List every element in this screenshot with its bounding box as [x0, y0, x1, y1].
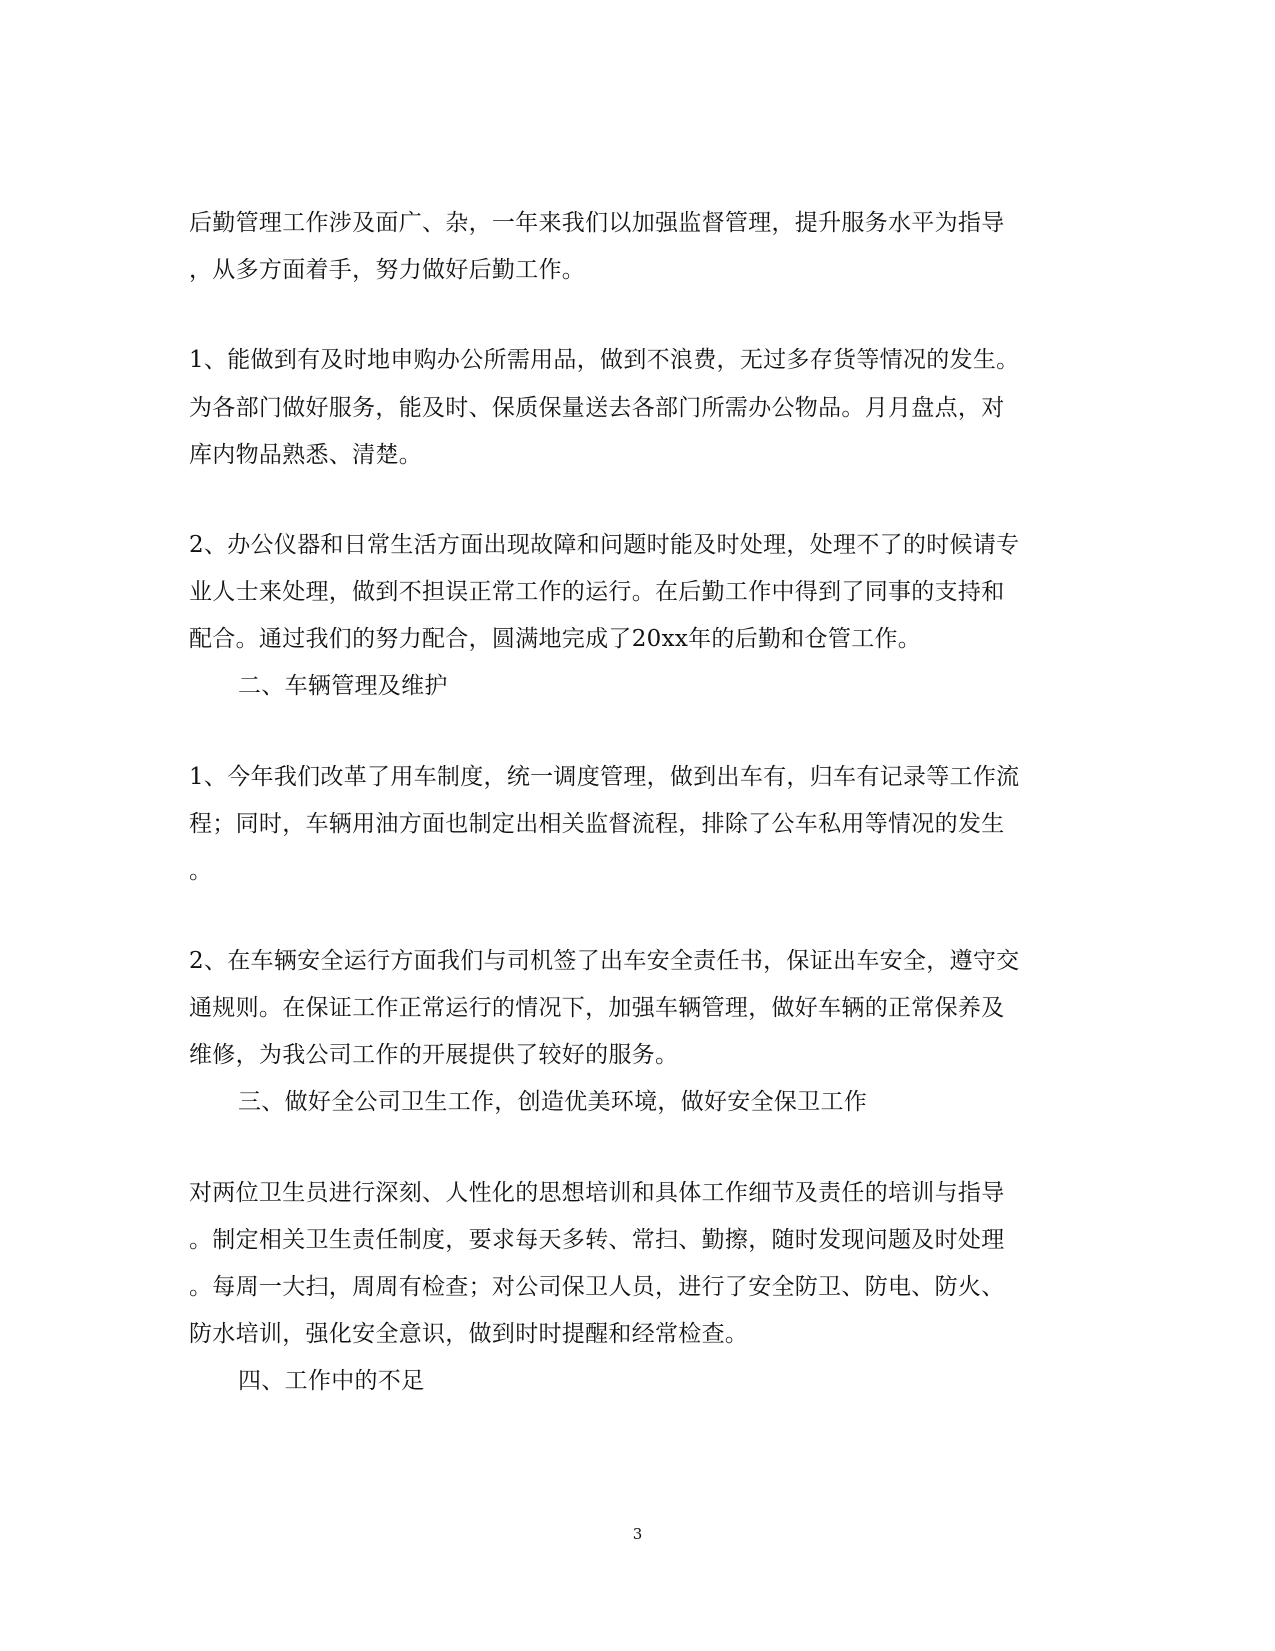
paragraph-line: 维修，为我公司工作的开展提供了较好的服务。 — [189, 1042, 679, 1068]
paragraph-line: 业人士来处理，做到不担误正常工作的运行。在后勤工作中得到了同事的支持和 — [189, 579, 1005, 605]
section-heading: 三、做好全公司卫生工作，创造优美环境，做好安全保卫工作 — [238, 1089, 868, 1115]
paragraph-line: 对两位卫生员进行深刻、人性化的思想培训和具体工作细节及责任的培训与指导 — [189, 1180, 1005, 1206]
paragraph-line: 2、在车辆安全运行方面我们与司机签了出车安全责任书，保证出车安全，遵守交 — [189, 948, 1020, 974]
paragraph-line: 防水培训，强化安全意识，做到时时提醒和经常检查。 — [189, 1321, 749, 1347]
paragraph-line: ，从多方面着手，努力做好后勤工作。 — [189, 257, 586, 283]
paragraph-line: 。每周一大扫，周周有检查；对公司保卫人员，进行了安全防卫、防电、防火、 — [189, 1274, 1005, 1300]
paragraph-line: 2、办公仪器和日常生活方面出现故障和问题时能及时处理，处理不了的时候请专 — [189, 532, 1020, 558]
paragraph-line: 。制定相关卫生责任制度，要求每天多转、常扫、勤擦，随时发现问题及时处理 — [189, 1227, 1005, 1253]
paragraph-line: 。 — [189, 858, 213, 884]
paragraph-line: 通规则。在保证工作正常运行的情况下，加强车辆管理，做好车辆的正常保养及 — [189, 995, 1005, 1021]
section-heading: 二、车辆管理及维护 — [238, 673, 448, 699]
paragraph-line: 1、今年我们改革了用车制度，统一调度管理，做到出车有，归车有记录等工作流 — [189, 764, 1020, 790]
paragraph-line: 程；同时，车辆用油方面也制定出相关监督流程，排除了公车私用等情况的发生 — [189, 811, 1005, 837]
paragraph-line: 库内物品熟悉、清楚。 — [189, 442, 422, 468]
paragraph-line: 1、能做到有及时地申购办公所需用品，做到不浪费，无过多存货等情况的发生。 — [189, 347, 1020, 373]
paragraph-line: 为各部门做好服务，能及时、保质保量送去各部门所需办公物品。月月盘点，对 — [189, 395, 1005, 421]
paragraph-line: 配合。通过我们的努力配合，圆满地完成了20xx年的后勤和仓管工作。 — [189, 626, 922, 652]
paragraph-line: 后勤管理工作涉及面广、杂，一年来我们以加强监督管理，提升服务水平为指导 — [189, 210, 1005, 236]
section-heading: 四、工作中的不足 — [238, 1368, 425, 1394]
page-number: 3 — [632, 1525, 643, 1543]
